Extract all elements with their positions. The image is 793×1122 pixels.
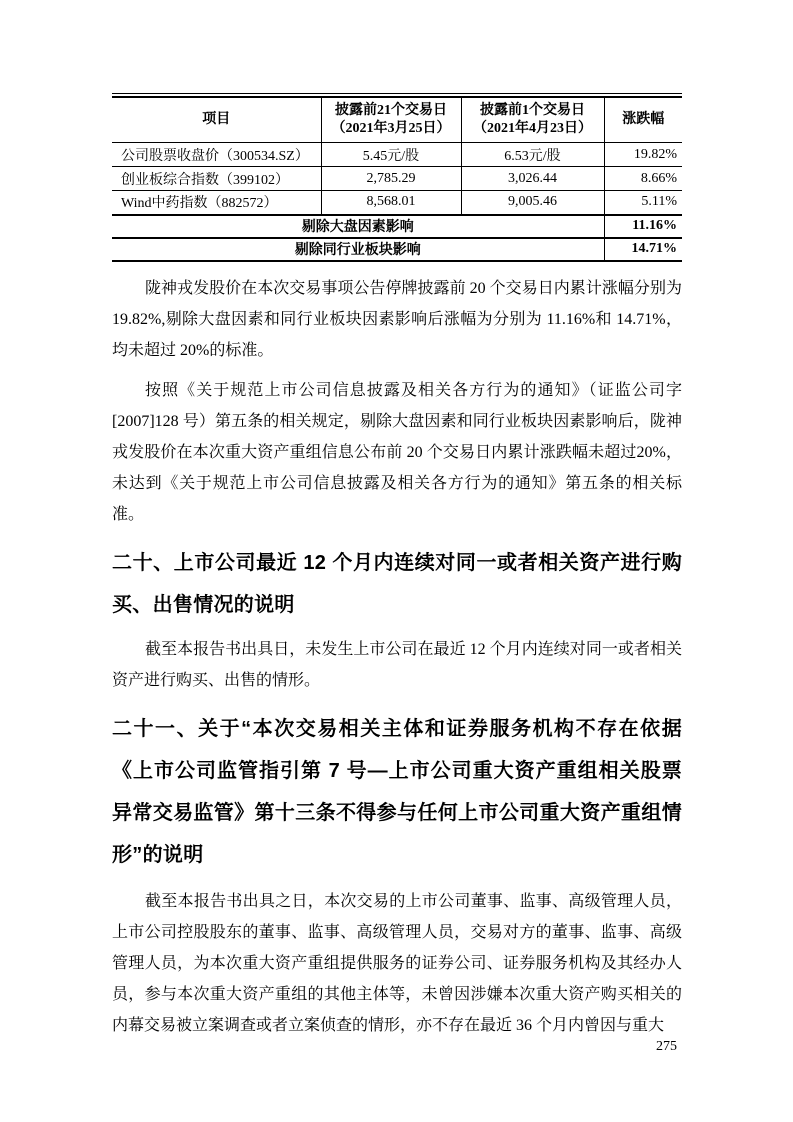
paragraph-price-change-summary: 陇神戎发股价在本次交易事项公告停牌披露前 20 个交易日内累计涨幅分别为 19.82%,剔除大盘因素和同行业板块因素影响后涨幅为分别为 11.16%和 14.71%，均未超过 20%的标准。 <box>112 279 682 359</box>
paragraph-regulation-compliance: 按照《关于规范上市公司信息披露及相关各方行为的通知》（证监公司字[2007]128 号）第五条的相关规定，剔除大盘因素和同行业板块因素影响后，陇神戎发股价在本次重大资产重组信息公布前 20 个交易日内累计涨跌幅未超过20%，未达到《关于规范上市公司信息披露及相关各方行为的通知》第五条的相关标准。 <box>112 381 682 523</box>
document-content <box>112 93 682 1041</box>
paragraph-no-continuous-transactions: 截至本报告书出具日，未发生上市公司在最近 12 个月内连续对同一或者相关资产进行购买、出售的情形。 <box>112 640 682 689</box>
value-change: 19.82% <box>604 143 682 167</box>
value-before-21: 5.45元/股 <box>321 143 461 167</box>
table-row-stock-close-price <box>112 143 682 167</box>
header-before-1-day <box>461 97 604 143</box>
header-item: 项目 <box>202 112 231 127</box>
header-change-pct: 涨跌幅 <box>604 97 682 143</box>
paragraph-no-insider-trading-investigation: 截至本报告书出具之日，本次交易的上市公司董事、监事、高级管理人员，上市公司控股股东的董事、监事、高级管理人员，交易对方的董事、监事、高级管理人员，为本次重大资产重组提供服务的证券公司、证券服务机构及其经办人员，参与本次重大资产重组的其他主体等，未曾因涉嫌本次重大资产购买相关的内幕交易被立案调查或者立案侦查的情形，亦不存在最近 36 个月内曾因与重大 <box>112 892 682 1034</box>
summary-change: 14.71% <box>604 238 682 261</box>
header-before-1-day-line2: （2021年4月23日） <box>473 121 592 136</box>
value-change: 8.66% <box>604 167 682 191</box>
table-row-wind-tcm-index <box>112 191 682 215</box>
table-header-row <box>112 97 682 143</box>
table-row-chinext-index <box>112 167 682 191</box>
value-before-1: 6.53元/股 <box>461 143 604 167</box>
header-before-21-days <box>321 97 461 143</box>
value-before-21: 2,785.29 <box>321 167 461 191</box>
table-row-excl-sector-factor <box>112 238 682 261</box>
summary-change: 11.16% <box>604 215 682 238</box>
section-heading-21: 二十一、关于“本次交易相关主体和证券服务机构不存在依据《上市公司监管指引第 7 号—上市公司重大资产重组相关股票异常交易监管》第十三条不得参与任何上市公司重大资产重组情形”的说明 <box>112 717 682 866</box>
page-number: 275 <box>656 1039 677 1054</box>
table-row-excl-market-factor <box>112 215 682 238</box>
value-before-1: 9,005.46 <box>461 191 604 215</box>
section-heading-20: 二十、上市公司最近 12 个月内连续对同一或者相关资产进行购买、出售情况的说明 <box>112 551 682 616</box>
value-change: 5.11% <box>604 191 682 215</box>
value-before-21: 8,568.01 <box>321 191 461 215</box>
row-label: 公司股票收盘价（300534.SZ） <box>121 148 309 164</box>
row-label: 创业板综合指数（399102） <box>121 172 289 188</box>
header-before-21-days-line1: 披露前21个交易日 <box>335 103 447 118</box>
stock-change-comparison-table <box>112 96 682 262</box>
value-before-1: 3,026.44 <box>461 167 604 191</box>
summary-label: 剔除大盘因素影响 <box>301 220 414 235</box>
stock-change-table <box>112 93 682 262</box>
header-before-21-days-line2: （2021年3月25日） <box>331 121 451 136</box>
summary-label: 剔除同行业板块影响 <box>294 243 421 258</box>
row-label: Wind中药指数（882572） <box>121 196 278 212</box>
header-before-1-day-line1: 披露前1个交易日 <box>480 103 585 118</box>
